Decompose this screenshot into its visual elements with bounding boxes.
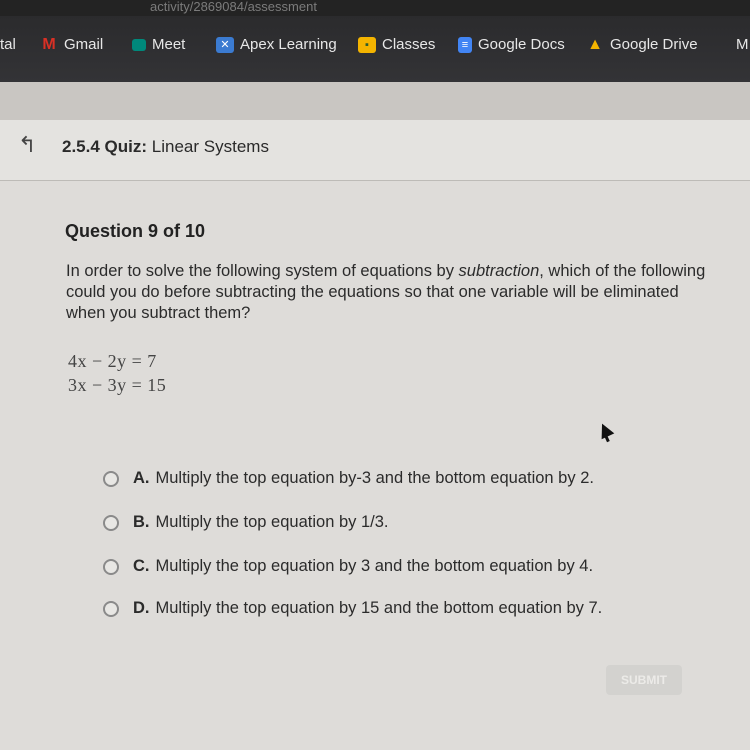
gmail-icon: M — [42, 35, 56, 53]
bookmark-label: Google Docs — [478, 36, 565, 53]
radio-button[interactable] — [103, 601, 119, 617]
bookmark-label: Classes — [382, 36, 436, 53]
radio-button[interactable] — [103, 515, 119, 531]
equation-1: 4x − 2y = 7 — [68, 351, 157, 371]
quiz-number: 2.5.4 — [62, 137, 100, 156]
page-title — [62, 137, 269, 157]
option-letter: A. — [133, 469, 150, 487]
bookmark-label: Apex Learning — [240, 36, 337, 53]
answer-option-b[interactable] — [103, 513, 388, 532]
bookmark-meet[interactable] — [132, 36, 185, 53]
bookmark-drive[interactable] — [586, 36, 698, 53]
bookmark-label: M — [736, 36, 749, 53]
option-letter: B. — [133, 513, 150, 531]
option-letter: C. — [133, 557, 150, 575]
bookmark-classes[interactable] — [358, 36, 435, 53]
option-text: Multiply the top equation by-3 and the bottom equation by 2. — [155, 469, 594, 487]
quiz-header — [0, 120, 750, 181]
bookmark-label: Meet — [152, 36, 186, 53]
submit-button[interactable]: SUBMIT — [606, 665, 682, 695]
option-text: Multiply the top equation by 1/3. — [155, 513, 389, 531]
bookmarks-bar — [0, 16, 750, 82]
prompt-text-1: In order to solve the following system of equations by — [66, 262, 459, 280]
question-prompt — [66, 261, 706, 324]
answer-option-a[interactable] — [103, 469, 594, 488]
radio-button[interactable] — [103, 471, 119, 487]
bookmark-label: Google Drive — [610, 36, 698, 53]
bookmark-apex[interactable] — [216, 36, 337, 53]
prompt-emphasis: subtraction — [458, 262, 540, 280]
classroom-icon: ▪ — [358, 37, 376, 53]
answer-option-d[interactable] — [103, 599, 602, 618]
address-bar-fragment: activity/2869084/assessment — [0, 0, 750, 16]
quiz-name: Linear Systems — [151, 137, 269, 156]
option-text: Multiply the top equation by 15 and the bottom equation by 7. — [155, 599, 603, 617]
back-arrow-icon[interactable]: ↰ — [18, 132, 37, 157]
app-header-bar — [0, 82, 750, 120]
bookmark-label: Gmail — [64, 36, 104, 53]
option-text: Multiply the top equation by 3 and the bottom equation by 4. — [155, 557, 594, 575]
bookmark-docs[interactable] — [458, 36, 565, 53]
bookmark-gmail[interactable] — [40, 36, 103, 53]
drive-icon: ▲ — [587, 35, 603, 53]
apex-icon: ✕ — [216, 37, 234, 53]
bookmark-more[interactable] — [736, 36, 749, 53]
question-panel — [0, 181, 750, 750]
equation-2: 3x − 3y = 15 — [68, 375, 167, 395]
question-counter: Question 9 of 10 — [65, 221, 206, 241]
docs-icon: ≡ — [458, 37, 472, 53]
prompt-text-2: , which of the following could you do before subtracting the equations so that one variable will be eliminated when you subtract them? — [66, 262, 706, 322]
bookmark-portal[interactable] — [0, 36, 16, 53]
radio-button[interactable] — [103, 559, 119, 575]
quiz-kind: Quiz: — [104, 137, 148, 156]
meet-icon — [132, 39, 146, 51]
bookmark-label: tal — [0, 36, 16, 53]
option-letter: D. — [133, 599, 150, 617]
answer-option-c[interactable] — [103, 557, 593, 576]
